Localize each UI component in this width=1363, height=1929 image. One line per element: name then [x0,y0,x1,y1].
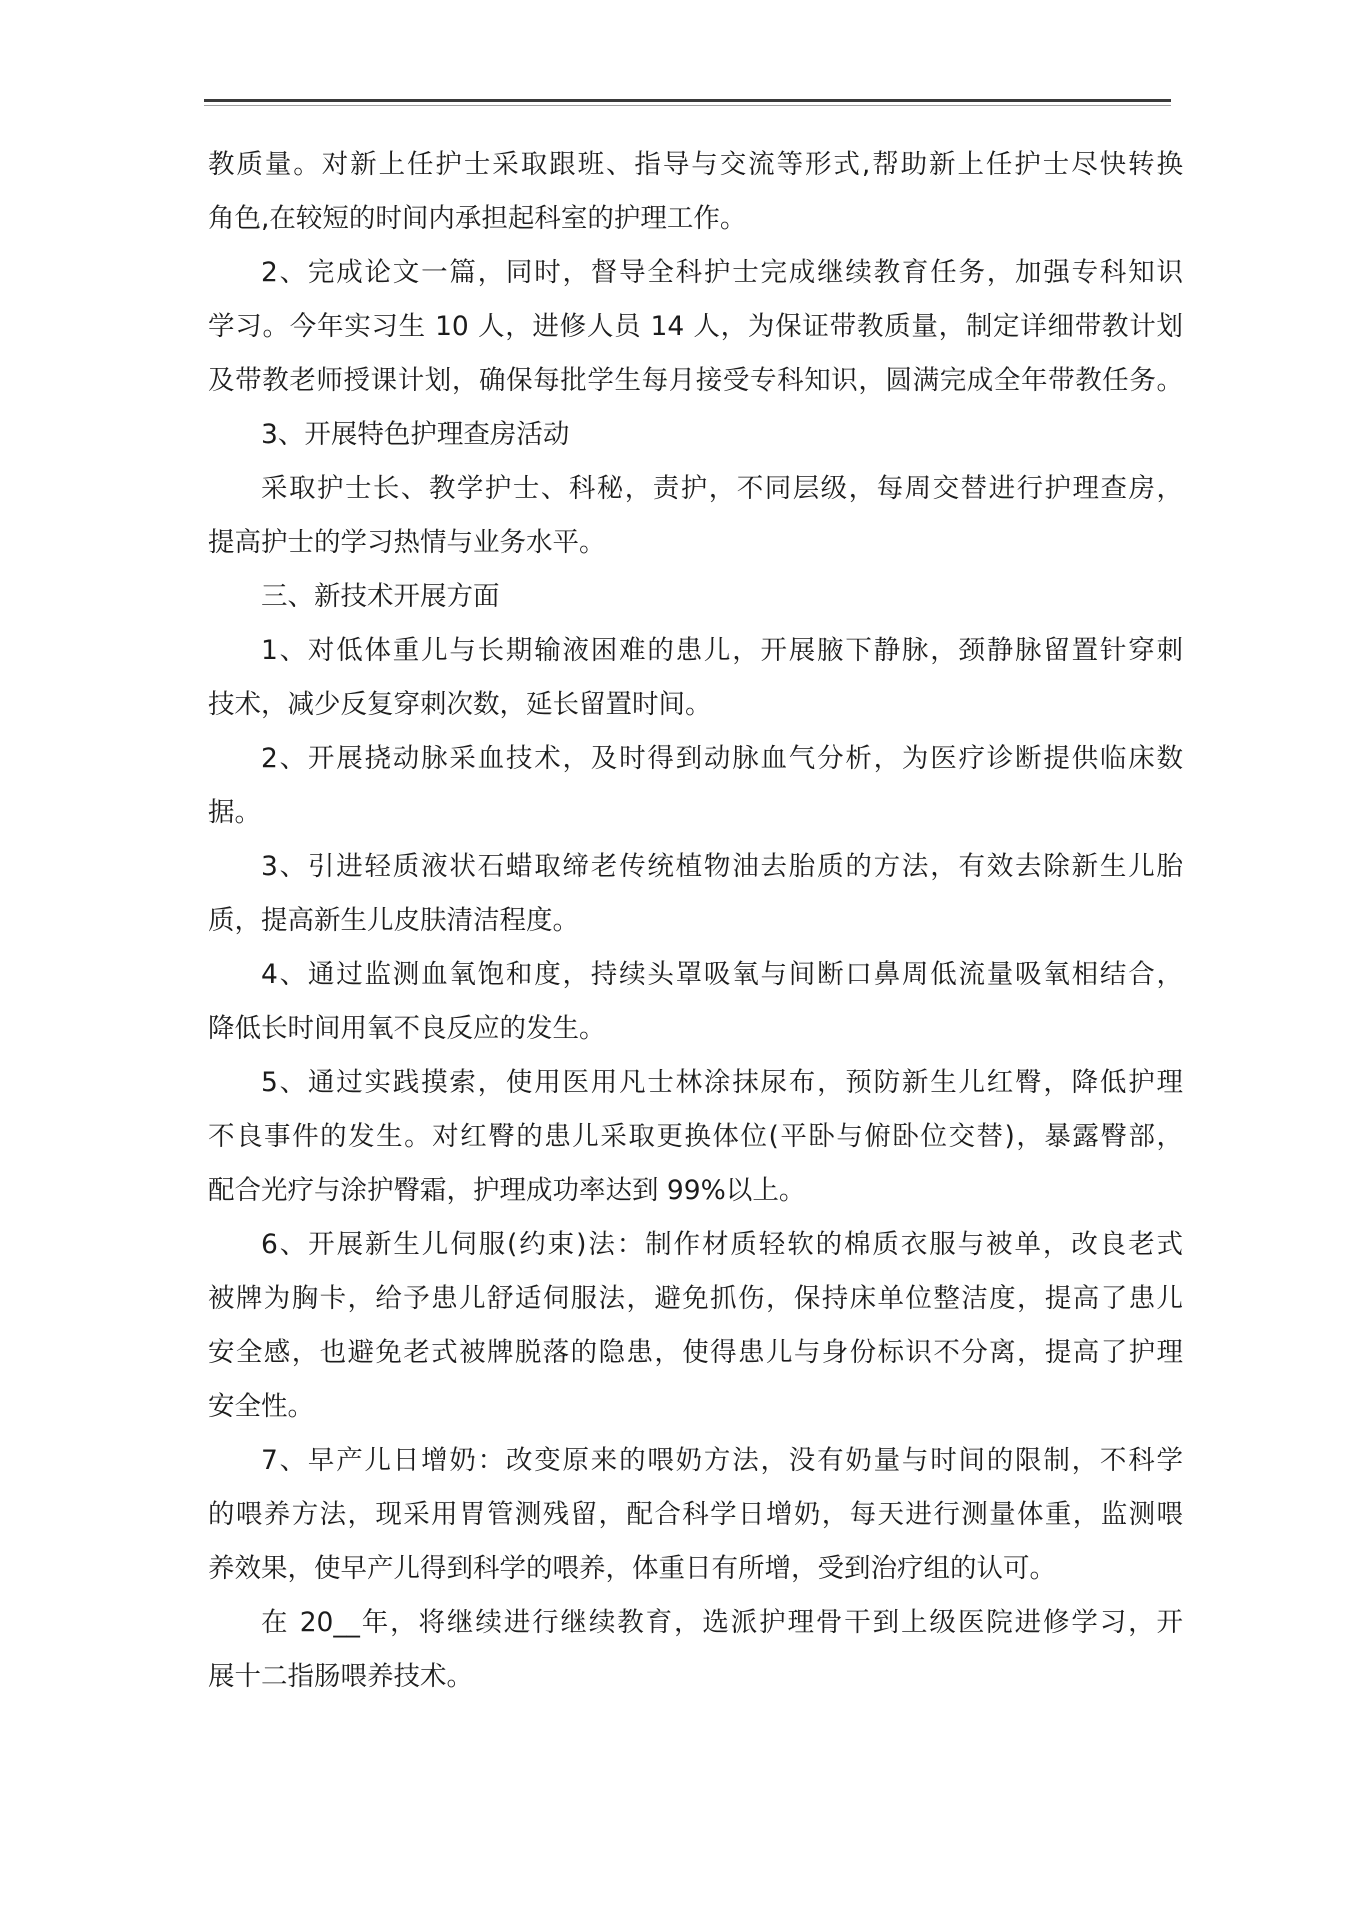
paragraph [208,732,1183,840]
body-text-line: 降低长时间用氧不良反应的发生。 [208,1013,606,1044]
body-text-line: 采取护士长、教学护士、科秘，责护，不同层级，每周交替进行护理查房， [261,473,1183,504]
paragraph [208,246,1183,408]
body-text-line: 提高护士的学习热情与业务水平。 [208,527,606,558]
header-rule [204,99,1171,106]
paragraph [208,1056,1183,1218]
body-text-line: 配合光疗与涂护臀霜，护理成功率达到 99%以上。 [208,1175,806,1206]
body-text-line: 安全性。 [208,1391,314,1422]
body-text-line: 及带教老师授课计划，确保每批学生每月接受专科知识，圆满完成全年带教任务。 [208,365,1183,396]
body-text-line: 3、开展特色护理查房活动 [261,419,570,450]
body-text-line: 角色,在较短的时间内承担起科室的护理工作。 [208,203,747,234]
body-text-line: 据。 [208,797,261,828]
body-text-line: 6、开展新生儿伺服(约束)法：制作材质轻软的棉质衣服与被单，改良老式 [261,1229,1183,1260]
body-text-line: 三、新技术开展方面 [261,581,500,612]
paragraph [208,462,1183,570]
body-text-line: 2、开展挠动脉采血技术，及时得到动脉血气分析，为医疗诊断提供临床数 [261,743,1183,774]
paragraph [208,948,1183,1056]
paragraph [208,1434,1183,1596]
body-text-line: 5、通过实践摸索，使用医用凡士林涂抹尿布，预防新生儿红臀，降低护理 [261,1067,1183,1098]
body-text-line: 技术，减少反复穿刺次数，延长留置时间。 [208,689,712,720]
paragraph [208,624,1183,732]
body-text [208,138,1183,1704]
body-text-line: 展十二指肠喂养技术。 [208,1661,473,1692]
body-text-line: 养效果，使早产儿得到科学的喂养，体重日有所增，受到治疗组的认可。 [208,1553,1056,1584]
body-text-line: 在 20__年，将继续进行继续教育，选派护理骨干到上级医院进修学习，开 [261,1607,1183,1638]
body-text-line: 不良事件的发生。对红臀的患儿采取更换体位(平卧与俯卧位交替)，暴露臀部， [208,1121,1183,1152]
body-text-line: 1、对低体重儿与长期输液困难的患儿，开展腋下静脉，颈静脉留置针穿刺 [261,635,1183,666]
paragraph [208,1218,1183,1434]
paragraph [208,1596,1183,1704]
body-text-line: 的喂养方法，现采用胃管测残留，配合科学日增奶，每天进行测量体重，监测喂 [208,1499,1183,1530]
paragraph [208,840,1183,948]
body-text-line: 4、通过监测血氧饱和度，持续头罩吸氧与间断口鼻周低流量吸氧相结合， [261,959,1183,990]
body-text-line: 7、早产儿日增奶：改变原来的喂奶方法，没有奶量与时间的限制，不科学 [261,1445,1183,1476]
body-text-line: 学习。今年实习生 10 人，进修人员 14 人，为保证带教质量，制定详细带教计划 [208,311,1183,342]
body-text-line: 3、引进轻质液状石蜡取缔老传统植物油去胎质的方法，有效去除新生儿胎 [261,851,1183,882]
body-text-line: 2、完成论文一篇，同时，督导全科护士完成继续教育任务，加强专科知识 [261,257,1183,288]
paragraph [208,138,1183,246]
body-text-line: 安全感，也避免老式被牌脱落的隐患，使得患儿与身份标识不分离，提高了护理 [208,1337,1183,1368]
section-heading [208,570,1183,624]
body-text-line: 被牌为胸卡，给予患儿舒适伺服法，避免抓伤，保持床单位整洁度，提高了患儿 [208,1283,1183,1314]
body-text-line: 质，提高新生儿皮肤清洁程度。 [208,905,579,936]
body-text-line: 教质量。对新上任护士采取跟班、指导与交流等形式,帮助新上任护士尽快转换 [208,149,1183,180]
paragraph [208,408,1183,462]
